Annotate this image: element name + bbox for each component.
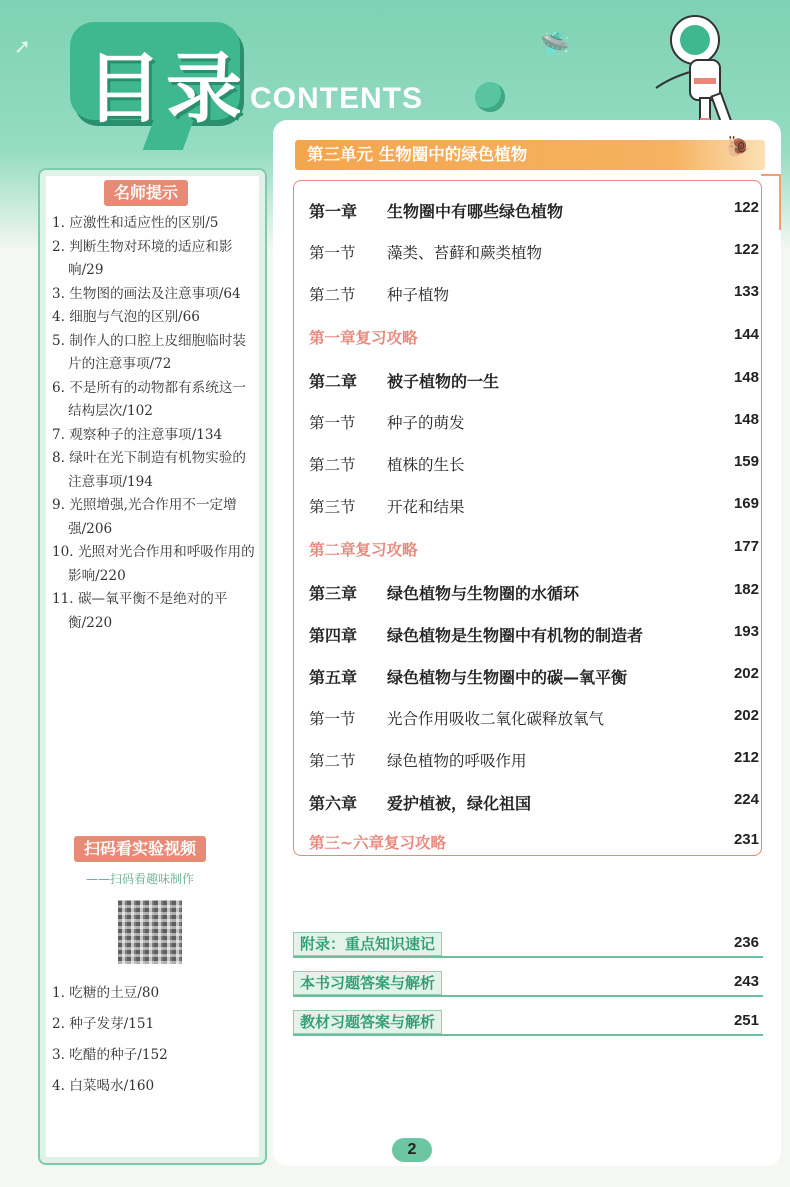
snail-icon: 🐌 [725, 134, 750, 158]
list-item: 8. 绿叶在光下制造有机物实验的注意事项/194 [52, 450, 247, 490]
appendix-row[interactable]: 本书习题答案与解析 243 [293, 971, 763, 997]
list-item: 4. 细胞与气泡的区别/66 [52, 309, 200, 325]
toc-row[interactable]: 第二章 被子植物的一生 148 [309, 369, 759, 391]
appendix-row[interactable]: 附录：重点知识速记 236 [293, 932, 763, 958]
list-item: 2. 种子发芽/151 [52, 1016, 155, 1032]
list-item: 9. 光照增强,光合作用不一定增强/206 [52, 497, 237, 537]
toc-row[interactable]: 第二节 植株的生长 159 [309, 453, 759, 474]
video-list [52, 978, 258, 1102]
planet-icon [475, 82, 505, 112]
contents-panel [273, 120, 781, 1166]
arrow-connector [761, 174, 781, 230]
toc-row[interactable]: 第二节 种子植物 133 [309, 283, 759, 304]
page-title-english: CONTENTS [250, 82, 423, 115]
video-section-title: 扫码看实验视频 [74, 836, 206, 862]
teacher-tips-title: 名师提示 [104, 180, 188, 206]
page-title: 目录 [86, 44, 246, 133]
video-section-subtitle: ——扫码看趣味制作 [86, 872, 195, 886]
list-item: 3. 吃醋的种子/152 [52, 1047, 168, 1063]
list-item: 1. 应激性和适应性的区别/5 [52, 215, 219, 231]
toc-box [293, 180, 762, 856]
toc-row[interactable]: 第一节 光合作用吸收二氧化碳释放氧气 202 [309, 707, 759, 728]
qr-code[interactable] [118, 900, 182, 964]
list-item: 5. 制作人的口腔上皮细胞临时装片的注意事项/72 [52, 332, 247, 372]
list-item: 2. 判断生物对环境的适应和影响/29 [52, 238, 233, 278]
teacher-tips-list [52, 212, 258, 635]
appendix-row[interactable]: 教材习题答案与解析 251 [293, 1010, 763, 1036]
toc-row[interactable]: 第一章 生物圈中有哪些绿色植物 122 [309, 199, 759, 221]
list-item: 11. 碳—氧平衡不是绝对的平衡/220 [52, 591, 228, 631]
toc-row[interactable]: 第二节 绿色植物的呼吸作用 212 [309, 749, 759, 770]
list-item: 10. 光照对光合作用和呼吸作用的影响/220 [52, 544, 255, 584]
toc-row[interactable]: 第四章 绿色植物是生物圈中有机物的制造者 193 [309, 623, 759, 645]
toc-row[interactable]: 第六章 爱护植被，绿化祖国 224 [309, 791, 759, 813]
toc-row-review[interactable]: 第一章复习攻略 144 [309, 326, 759, 347]
astronaut-icon [650, 8, 760, 138]
sidebar-panel [38, 168, 267, 1165]
toc-row-review[interactable]: 第二章复习攻略 177 [309, 538, 759, 559]
list-item: 4. 白菜喝水/160 [52, 1078, 155, 1094]
ufo-icon: 🛸 [540, 30, 570, 58]
toc-row[interactable]: 第三节 开花和结果 169 [309, 495, 759, 516]
page-number: 2 [392, 1138, 432, 1162]
toc-row[interactable]: 第五章 绿色植物与生物圈中的碳—氧平衡 202 [309, 665, 759, 687]
list-item: 1. 吃糖的土豆/80 [52, 985, 160, 1001]
list-item: 3. 生物图的画法及注意事项/64 [52, 285, 241, 302]
list-item: 7. 观察种子的注意事项/134 [52, 426, 223, 443]
toc-row[interactable]: 第一节 种子的萌发 148 [309, 411, 759, 432]
rocket-icon: ➚ [14, 34, 31, 58]
list-item: 6. 不是所有的动物都有系统这一结构层次/102 [52, 379, 247, 419]
toc-row[interactable]: 第三章 绿色植物与生物圈的水循环 182 [309, 581, 759, 603]
toc-row[interactable]: 第一节 藻类、苔藓和蕨类植物 122 [309, 241, 759, 262]
unit-banner: 第三单元 生物圈中的绿色植物 [295, 140, 765, 170]
toc-row-review[interactable]: 第三~六章复习攻略 231 [309, 831, 759, 852]
